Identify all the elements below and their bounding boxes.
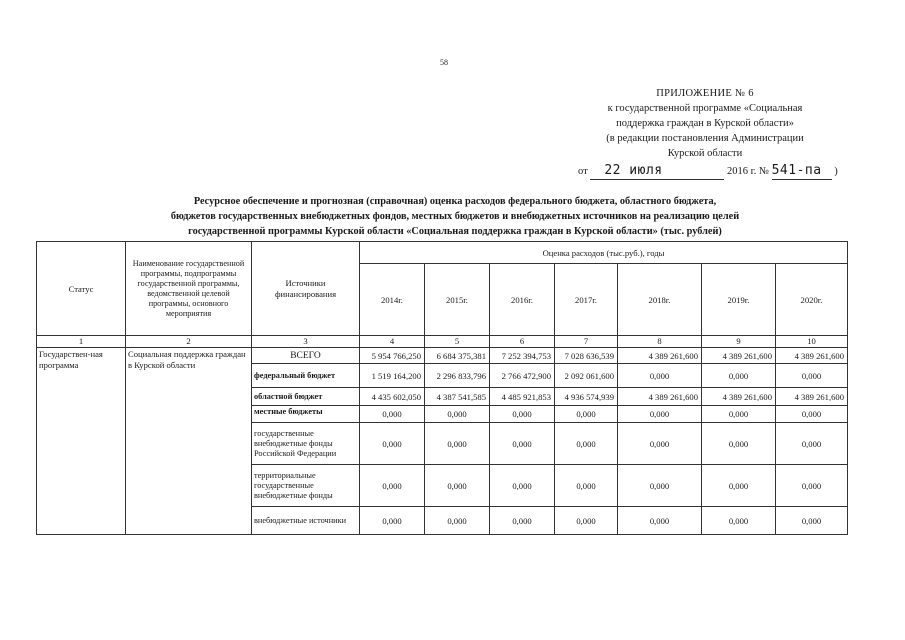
value-cell: 4 389 261,600 <box>776 388 848 406</box>
value-cell: 2 766 472,900 <box>490 364 555 388</box>
title-line-2: бюджетов государственных внебюджетных фондов, местных бюджетов и внебюджетных источников на реализацию целей <box>170 211 740 222</box>
value-cell: 0,000 <box>618 406 702 423</box>
column-number: 8 <box>618 336 702 348</box>
column-number: 9 <box>702 336 776 348</box>
date-day-month: 22 июля <box>604 163 663 178</box>
value-cell: 0,000 <box>702 364 776 388</box>
title-line-3: государственной программы Курской области «Социальная поддержка граждан в Курской области» (тыс. рублей) <box>188 226 722 237</box>
header-year: 2015г. <box>425 264 490 336</box>
value-cell: 4 389 261,600 <box>776 348 848 364</box>
appendix-heading: ПРИЛОЖЕНИЕ № 6 <box>656 88 754 99</box>
value-cell: 5 954 766,250 <box>360 348 425 364</box>
value-cell: 7 252 394,753 <box>490 348 555 364</box>
source-cell: территориальные государственные внебюджетные фонды <box>252 465 360 507</box>
value-cell: 0,000 <box>490 465 555 507</box>
value-cell: 0,000 <box>776 465 848 507</box>
value-cell: 4 389 261,600 <box>618 388 702 406</box>
date-prefix: от <box>578 166 588 177</box>
value-cell: 0,000 <box>425 406 490 423</box>
column-number: 6 <box>490 336 555 348</box>
value-cell: 0,000 <box>702 465 776 507</box>
value-cell: 0,000 <box>555 423 618 465</box>
value-cell: 4 936 574,939 <box>555 388 618 406</box>
value-cell: 0,000 <box>490 507 555 535</box>
value-cell: 0,000 <box>702 507 776 535</box>
value-cell: 0,000 <box>425 507 490 535</box>
value-cell: 0,000 <box>618 423 702 465</box>
value-cell: 0,000 <box>360 465 425 507</box>
value-cell: 4 389 261,600 <box>618 348 702 364</box>
header-year: 2018г. <box>618 264 702 336</box>
value-cell: 0,000 <box>618 364 702 388</box>
source-cell: местные бюджеты <box>252 406 360 423</box>
status-cell: Государствен-ная программа <box>37 348 126 535</box>
header-program-name: Наименование государственной программы, подпрограммы государственной программы, ведомственной целевой программы, основного мероприятия <box>126 242 252 336</box>
value-cell: 0,000 <box>360 507 425 535</box>
source-cell: областной бюджет <box>252 388 360 406</box>
value-cell: 4 389 261,600 <box>702 348 776 364</box>
value-cell: 0,000 <box>555 465 618 507</box>
appendix-line-2: к государственной программе «Социальная <box>607 103 803 114</box>
value-cell: 0,000 <box>776 507 848 535</box>
doc-number: 541-па <box>771 163 822 178</box>
value-cell: 0,000 <box>360 406 425 423</box>
page-number: 58 <box>440 58 448 67</box>
title-line-1: Ресурсное обеспечение и прогнозная (справочная) оценка расходов федерального бюджета, областного бюджета, <box>193 196 717 207</box>
column-number: 3 <box>252 336 360 348</box>
value-cell: 0,000 <box>776 364 848 388</box>
value-cell: 4 485 921,853 <box>490 388 555 406</box>
value-cell: 0,000 <box>555 406 618 423</box>
value-cell: 4 389 261,600 <box>702 388 776 406</box>
column-number: 4 <box>360 336 425 348</box>
value-cell: 0,000 <box>425 423 490 465</box>
column-number: 2 <box>126 336 252 348</box>
value-cell: 0,000 <box>776 406 848 423</box>
value-cell: 2 296 833,796 <box>425 364 490 388</box>
appendix-line-3: поддержка граждан в Курской области» <box>616 118 794 129</box>
value-cell: 0,000 <box>702 423 776 465</box>
header-status: Статус <box>37 242 126 336</box>
date-year: 2016 г. № <box>726 166 769 177</box>
value-cell: 0,000 <box>360 423 425 465</box>
value-cell: 0,000 <box>702 406 776 423</box>
column-number: 1 <box>37 336 126 348</box>
value-cell: 0,000 <box>618 507 702 535</box>
column-number-row <box>37 336 848 348</box>
source-cell: ВСЕГО <box>252 348 360 364</box>
appendix-block <box>560 86 850 180</box>
value-cell: 0,000 <box>490 423 555 465</box>
program-cell: Социальная поддержка граждан в Курской области <box>126 348 252 535</box>
appendix-line-4: (в редакции постановления Администрации <box>606 133 804 144</box>
header-year: 2014г. <box>360 264 425 336</box>
value-cell: 7 028 636,539 <box>555 348 618 364</box>
budget-table <box>36 241 848 535</box>
value-cell: 0,000 <box>490 406 555 423</box>
column-number: 10 <box>776 336 848 348</box>
appendix-line-5: Курской области <box>667 148 743 159</box>
header-estimate: Оценка расходов (тыс.руб.), годы <box>360 242 848 264</box>
value-cell: 2 092 061,600 <box>555 364 618 388</box>
value-cell: 0,000 <box>555 507 618 535</box>
value-cell: 0,000 <box>618 465 702 507</box>
source-cell: внебюджетные источники <box>252 507 360 535</box>
table-row <box>37 348 848 364</box>
value-cell: 4 387 541,585 <box>425 388 490 406</box>
header-year: 2020г. <box>776 264 848 336</box>
header-year: 2016г. <box>490 264 555 336</box>
source-cell: федеральный бюджет <box>252 364 360 388</box>
value-cell: 0,000 <box>425 465 490 507</box>
value-cell: 0,000 <box>776 423 848 465</box>
document-title <box>120 194 790 239</box>
appendix-date-line <box>560 163 850 180</box>
column-number: 5 <box>425 336 490 348</box>
header-year: 2019г. <box>702 264 776 336</box>
column-number: 7 <box>555 336 618 348</box>
header-year: 2017г. <box>555 264 618 336</box>
value-cell: 6 684 375,381 <box>425 348 490 364</box>
source-cell: государственные внебюджетные фонды Российской Федерации <box>252 423 360 465</box>
value-cell: 4 435 602,050 <box>360 388 425 406</box>
date-closing: ) <box>834 166 838 177</box>
value-cell: 1 519 164,200 <box>360 364 425 388</box>
header-sources: Источники финансирования <box>252 242 360 336</box>
